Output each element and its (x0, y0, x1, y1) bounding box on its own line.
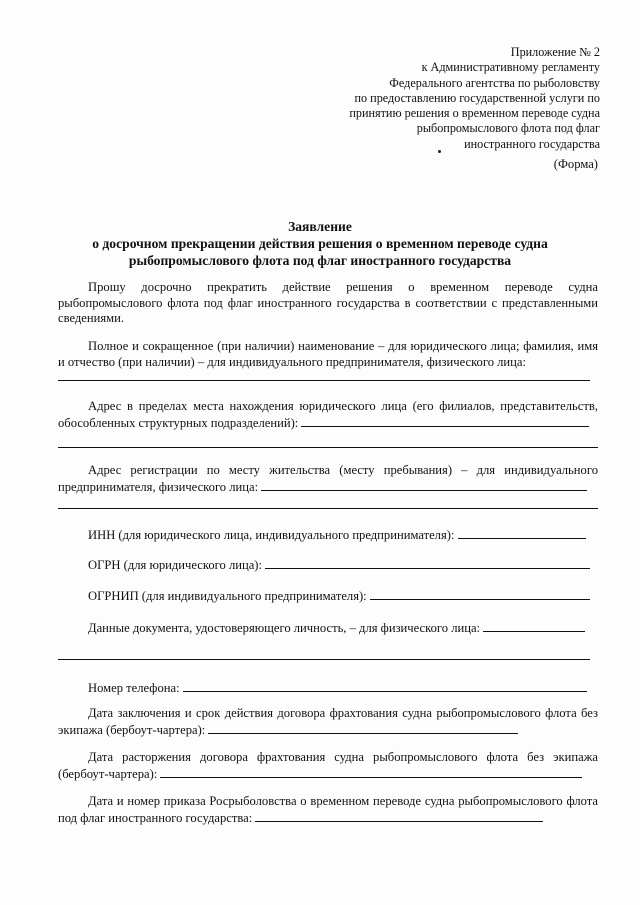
form-label: (Форма) (553, 157, 598, 171)
legal-address-label (58, 399, 598, 431)
charter-termination-text: Дата расторжения договора фрахтования судна рыбопромыслового флота без экипажа (бербоут-чартера): (58, 750, 598, 781)
appendix-header (349, 45, 600, 152)
charter-termination-entry-line[interactable] (160, 766, 582, 778)
order-text: Дата и номер приказа Росрыболовства о временном переводе судна рыбопромыслового флота под флаг иностранного государства: (58, 794, 598, 825)
inn-row (58, 527, 598, 544)
order-label (58, 794, 598, 826)
identity-doc-entry-line-2[interactable] (58, 659, 590, 660)
stray-dot (438, 150, 441, 153)
header-line: Приложение № 2 (510, 45, 600, 59)
order-entry-line[interactable] (255, 810, 543, 822)
intro-paragraph: Прошу досрочно прекратить действие решения о временном переводе судна рыбопромыслового флота под флаг иностранного государства в соответствии с представленными сведениями. (58, 280, 598, 326)
phone-row (58, 680, 598, 697)
title-line: рыбопромыслового флота под флаг иностранного государства (128, 253, 512, 268)
charter-termination-label (58, 750, 598, 782)
header-line: к Административному регламенту (421, 60, 600, 75)
header-line: иностранного государства (464, 136, 600, 151)
charter-date-label (58, 706, 598, 738)
legal-address-entry-line[interactable] (301, 415, 589, 427)
header-line: по предоставлению государственной услуги по (354, 90, 600, 105)
ogrn-label: ОГРН (для юридического лица): (88, 558, 262, 572)
registration-address-entry-line[interactable] (261, 479, 587, 491)
title-line: Заявление (288, 219, 352, 234)
identity-doc-entry-line[interactable] (483, 620, 585, 632)
name-entry-line[interactable] (58, 380, 590, 381)
inn-entry-line[interactable] (458, 527, 586, 539)
header-line: Федерального агентства по рыболовству (389, 75, 600, 90)
document-title (0, 218, 640, 269)
name-field-label: Полное и сокращенное (при наличии) наименование – для юридического лица; фамилия, имя и отчество (при наличии) – для индивидуального предпринимателя, физического лица: (58, 339, 598, 369)
ogrnip-entry-line[interactable] (370, 588, 590, 600)
charter-date-entry-line[interactable] (208, 722, 518, 734)
title-line: о досрочном прекращении действия решения о временном переводе судна (92, 236, 548, 251)
registration-address-label (58, 463, 598, 495)
legal-address-text: Адрес в пределах места нахождения юридического лица (его филиалов, представительств, обособленных структурных подразделений): (58, 399, 598, 430)
inn-label: ИНН (для юридического лица, индивидуального предпринимателя): (88, 528, 455, 542)
legal-address-entry-line-2[interactable] (58, 447, 598, 448)
ogrnip-label: ОГРНИП (для индивидуального предпринимателя): (88, 589, 367, 603)
identity-doc-row (58, 620, 598, 637)
phone-entry-line[interactable] (183, 680, 587, 692)
ogrn-row (58, 557, 598, 574)
header-line: принятию решения о временном переводе судна (349, 106, 600, 121)
ogrn-entry-line[interactable] (265, 557, 590, 569)
registration-address-text: Адрес регистрации по месту жительства (месту пребывания) – для индивидуального предпринимателя, физического лица: (58, 463, 598, 494)
charter-date-text: Дата заключения и срок действия договора фрахтования судна рыбопромыслового флота без экипажа (бербоут-чартера): (58, 706, 598, 737)
ogrnip-row (58, 588, 598, 605)
registration-address-entry-line-2[interactable] (58, 508, 598, 509)
phone-label: Номер телефона: (88, 681, 180, 695)
header-line: рыбопромыслового флота под флаг (416, 121, 600, 136)
identity-doc-label: Данные документа, удостоверяющего личность, – для физического лица: (88, 621, 481, 635)
